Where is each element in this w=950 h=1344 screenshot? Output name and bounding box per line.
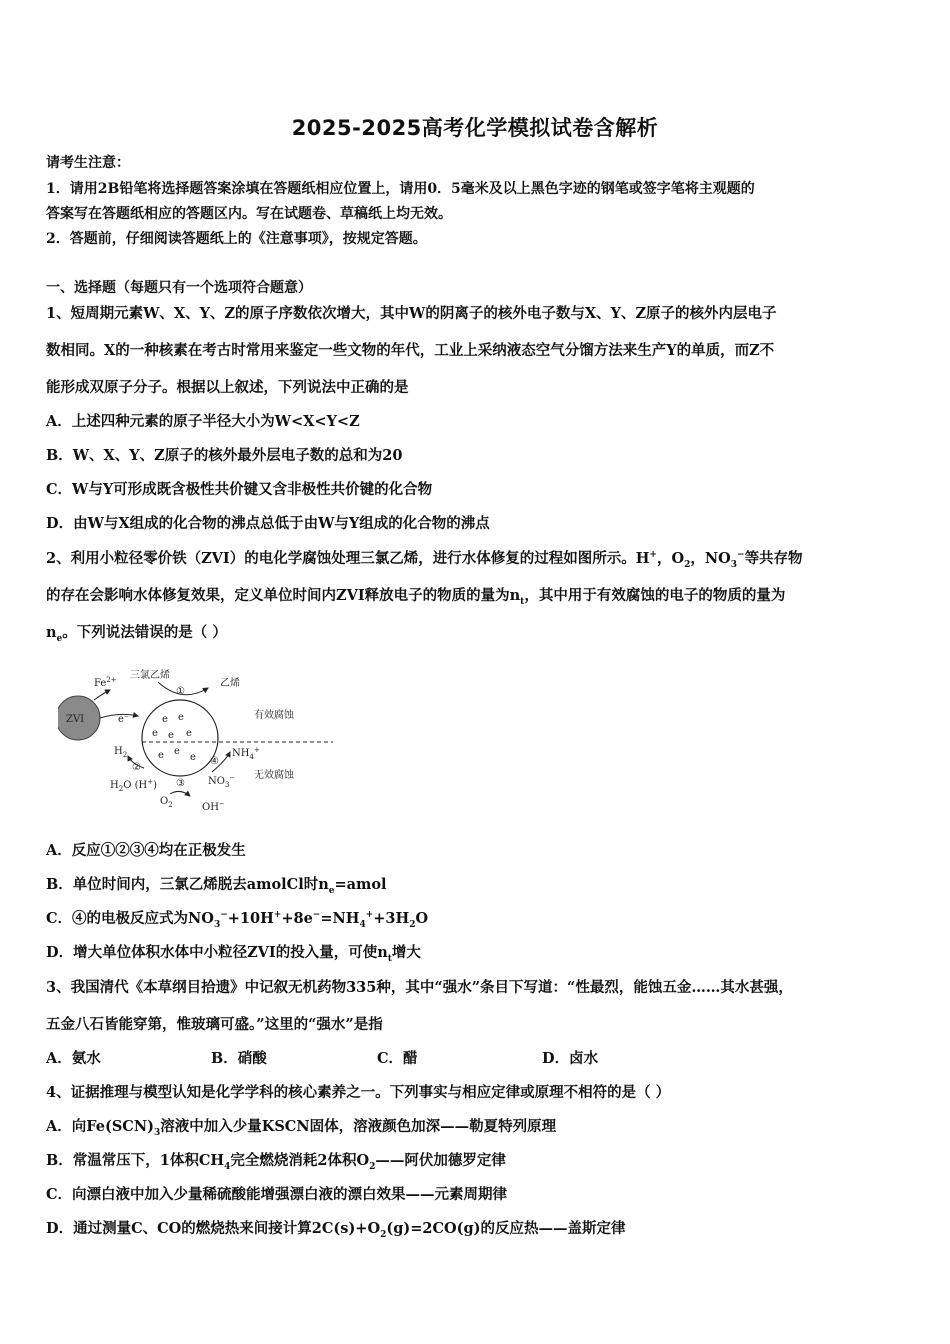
electron-in-4: e xyxy=(168,730,174,741)
electron-in-1: e xyxy=(162,714,168,725)
q2-option-b: B．单位时间内，三氯乙烯脱去amolCl时$n_e=amol$ xyxy=(46,876,387,896)
nh4-label: $NH_4^+$ xyxy=(232,746,260,761)
q2-stem-line-2: 的存在会影响水体修复效果，定义单位时间内ZVI释放电子的物质的量为$n_t$，其中用于有效腐蚀的电子的物质的量为 xyxy=(46,587,786,607)
q4-option-b: B．常温常压下，1体积$CH_4$完全燃烧消耗2体积$O_2——$阿伏加德罗定律 xyxy=(46,1152,506,1172)
q3-stem-line-1: 3、我国清代《本草纲目拾遗》中记叙无机药物335种，其中“强水”条目下写道：“性最烈，能蚀五金……其水甚强， xyxy=(46,979,793,996)
q2-option-a: A．反应①②③④均在正极发生 xyxy=(46,842,246,859)
electron-in-2: e xyxy=(178,712,184,723)
h2o-label: $H_2O$ (H+) xyxy=(110,778,157,793)
h2-label: $H_2$ xyxy=(114,746,128,759)
q4-option-c: C．向漂白液中加入少量稀硫酸能增强漂白液的漂白效果——元素周期律 xyxy=(46,1186,508,1203)
q3-option-d: D．卤水 xyxy=(542,1050,599,1067)
electron-in-3: e xyxy=(152,728,158,739)
notice-heading: 请考生注意： xyxy=(46,155,130,171)
reaction-3-arrow xyxy=(170,791,190,796)
fe-label: $Fe^{2+}$ xyxy=(94,676,117,689)
q4-option-a: A．向$Fe(SCN)_3$溶液中加入少量KSCN固体，溶液颜色加深——勒夏特列原理 xyxy=(46,1118,557,1138)
q1-option-c: C．W与Y可形成既含极性共价键又含非极性共价键的化合物 xyxy=(46,481,433,498)
electron-in-8: e xyxy=(190,752,196,763)
notice-item-2: 2．答题前，仔细阅读答题纸上的《注意事项》，按规定答题。 xyxy=(46,231,427,247)
document-title: 2025-2025高考化学模拟试卷含解析 xyxy=(291,116,659,140)
q3-options xyxy=(46,1047,906,1067)
q3-option-b: B．硝酸 xyxy=(211,1050,267,1067)
reaction-4-marker: ④ xyxy=(210,756,219,767)
q1-stem-line-2: 数相同。X的一种核素在考古时常用来鉴定一些文物的年代，工业上采纳液态空气分馏方法来生产Y的单质，而Z不 xyxy=(46,342,775,359)
q2-stem-line-1: 2、利用小粒径零价铁（ZVI）的电化学腐蚀处理三氯乙烯，进行水体修复的过程如图所示。H+，$O_2$，$NO_3^-$等共存物 xyxy=(46,550,803,570)
section-heading: 一、选择题（每题只有一个选项符合题意） xyxy=(46,280,312,296)
no3-label: $NO_3^-$ xyxy=(208,774,236,789)
q4-stem: 4、证据推理与模型认知是化学学科的核心素养之一。下列事实与相应定律或原理不相符的是（ ） xyxy=(46,1084,671,1101)
q2-option-c: C．④的电极反应式为$NO_3^-+10H^++8e^-=NH_4^++3H_2O$ xyxy=(46,910,429,930)
reaction-3-marker: ③ xyxy=(176,778,185,789)
electron-label: e− xyxy=(118,713,129,725)
q2-option-d: D．增大单位体积水体中小粒径ZVI的投入量，可使$n_t$增大 xyxy=(46,944,421,964)
zvi-corrosion-diagram xyxy=(58,660,338,820)
q4-option-d: D．通过测量C、CO的燃烧热来间接计算$2C(s)+O_2(g)=2CO(g)$的反应热——盖斯定律 xyxy=(46,1220,626,1240)
ineffective-label: 无效腐蚀 xyxy=(254,770,294,781)
q1-option-b: B．W、X、Y、Z原子的核外最外层电子数的总和为20 xyxy=(46,447,403,464)
q3-stem-line-2: 五金八石皆能穿第，惟玻璃可盛。”这里的“强水”是指 xyxy=(46,1016,383,1033)
effective-label: 有效腐蚀 xyxy=(254,710,294,721)
notice-item-1-line-2: 答案写在答题纸相应的答题区内。写在试题卷、草稿纸上均无效。 xyxy=(46,206,452,222)
zvi-label: ZVI xyxy=(66,714,85,725)
electron-in-7: e xyxy=(174,746,180,757)
electron-in-5: e xyxy=(186,728,192,739)
q1-stem-line-3: 能形成双原子分子。根据以上叙述，下列说法中正确的是 xyxy=(46,379,409,396)
reaction-1-marker: ① xyxy=(176,686,185,697)
q3-option-c: C．醋 xyxy=(377,1050,418,1067)
reaction-2-marker: ② xyxy=(132,762,141,773)
tce-label: 三氯乙烯 xyxy=(130,670,170,681)
electron-in-6: e xyxy=(158,750,164,761)
q3-option-a: A．氨水 xyxy=(46,1050,101,1067)
ethylene-label: 乙烯 xyxy=(220,678,240,689)
oh-label: OH− xyxy=(202,800,225,813)
q1-option-a: A．上述四种元素的原子半径大小为W<X<Y<Z xyxy=(46,413,360,430)
notice-item-1-line-1: 1．请用2B铅笔将选择题答案涂填在答题纸相应位置上，请用0．5毫米及以上黑色字迹的钢笔或签字笔将主观题的 xyxy=(46,181,755,197)
q1-option-d: D．由W与X组成的化合物的沸点总低于由W与Y组成的化合物的沸点 xyxy=(46,515,490,532)
fe-arrow xyxy=(94,690,110,700)
q2-stem-line-3: $n_e$。下列说法错误的是（ ） xyxy=(46,624,227,644)
o2-label: $O_2$ xyxy=(160,796,173,809)
q1-stem-line-1: 1、短周期元素W、X、Y、Z的原子序数依次增大，其中W的阴离子的核外电子数与X、Y、Z原子的核外内层电子 xyxy=(46,305,777,322)
